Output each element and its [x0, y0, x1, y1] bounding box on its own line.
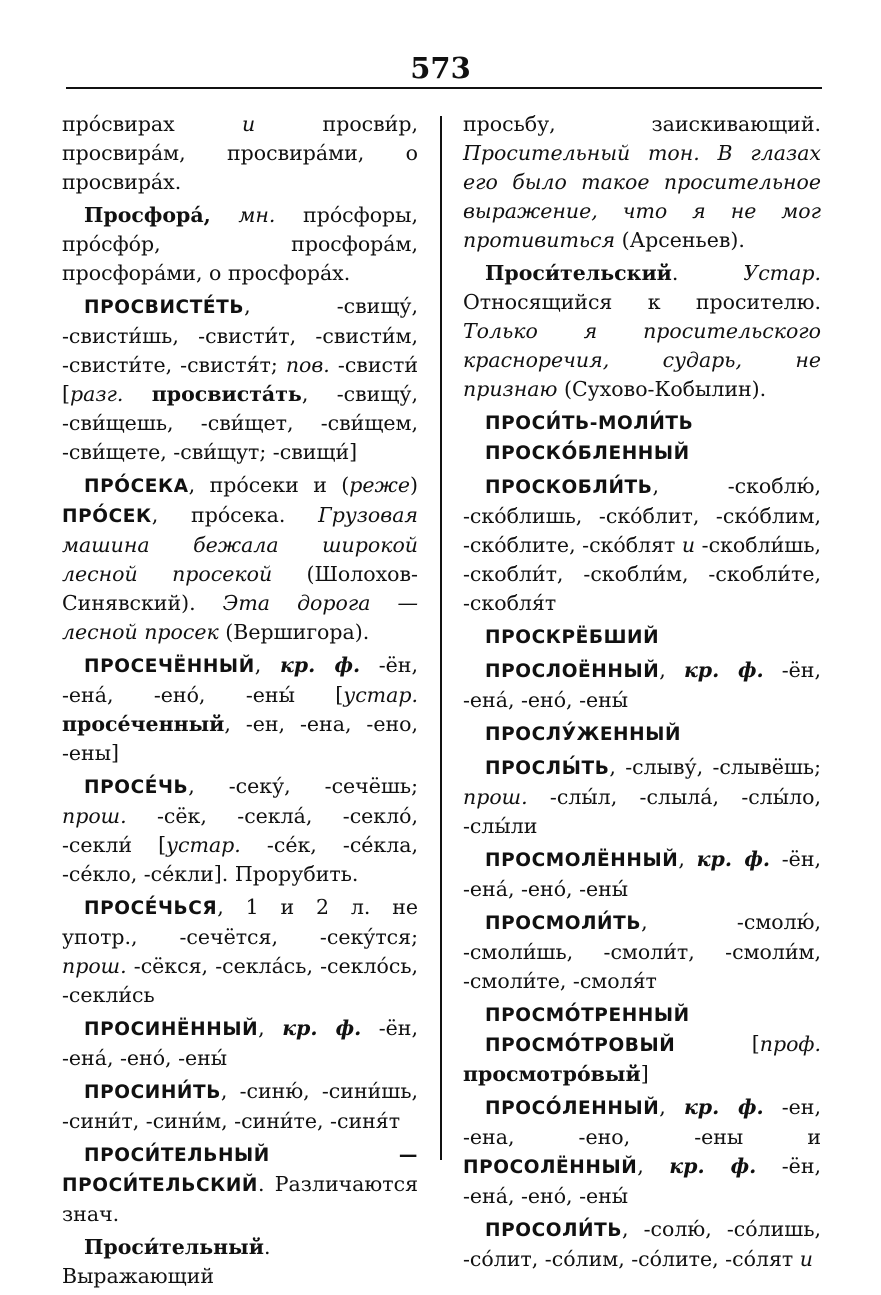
left-column	[62, 110, 418, 1295]
entry: ПРОСЕ́ЧЬ, -секу́, -сечёшь; прош. -сёк, -секла́, -секло́, -секли́ [устар. -се́к, -се́кла, -се́кло, -се́кли]. Прорубить.	[62, 774, 418, 886]
entry: ПРОСВИСТЕ́ТЬ, -свищу́, -свисти́шь, -свисти́т, -свисти́м, -свисти́те, -свистя́т; пов. -свисти́ [разг. просвиста́ть, -свищу́, -сви́щешь, -сви́щет, -сви́щем, -сви́щете, -сви́щут; -свищи́]	[62, 294, 418, 464]
page-number: 573	[410, 51, 471, 85]
entry: ПРОСКО́БЛЕННЫЙ	[485, 443, 690, 464]
entry: ПРОСЛОЁННЫЙ, кр. ф. -ён, -ена́, -ено́, -ены́	[463, 658, 821, 712]
entry: ПРОСЕ́ЧЬСЯ, 1 и 2 л. не употр., -сечётся, -секу́тся; прош. -сёкся, -секла́сь, -секло́сь, -секли́сь	[62, 895, 418, 1007]
entry: ПРОСЕЧЁННЫЙ, кр. ф. -ён, -ена́, -ено́, -ены́ [устар. просе́ченный, -ен, -ена, -ено, -ены]	[62, 653, 418, 765]
entry: ПРОСМО́ТРЕННЫЙ	[485, 1005, 690, 1026]
column-divider	[440, 116, 442, 1160]
entry: ПРОСКОБЛИ́ТЬ, -скоблю́, -ско́блишь, -ско́блит, -ско́блим, -ско́блите, -ско́блят и -скобли́шь, -скобли́т, -скобли́м, -скобли́те, -скобля́т	[463, 474, 821, 615]
entry: ПРОСО́ЛЕННЫЙ, кр. ф. -ен, -ена, -ено, -ены и ПРОСОЛЁННЫЙ, кр. ф. -ён, -ена́, -ено́, -ены́	[463, 1095, 821, 1208]
entry: про́свирах и просви́р, просвира́м, просвира́ми, о просвира́х.	[62, 112, 418, 194]
entry: ПРОСОЛИ́ТЬ, -солю́, -со́лишь, -со́лит, -со́лим, -со́лите, -со́лят и	[463, 1217, 821, 1271]
entry: ПРОСИ́ТЬ-МОЛИ́ТЬ	[485, 413, 694, 434]
entry: Просфора́, мн. про́сфоры, про́сфо́р, просфора́м, просфора́ми, о просфора́х.	[62, 203, 418, 285]
entry: Проси́тельный. Выражающий	[62, 1235, 271, 1288]
entry: ПРОСКРЁБШИЙ	[485, 627, 660, 648]
entry: ПРОСЛЫ́ТЬ, -слыву́, -слывёшь; прош. -слы́л, -слыла́, -слы́ло, -слы́ли	[463, 755, 821, 838]
entry: ПРОСИНЁННЫЙ, кр. ф. -ён, -ена́, -ено́, -ены́	[62, 1016, 418, 1070]
entry: просьбу, заискивающий. Просительный тон. В глазах его было такое просительное выражение, что я не мог противиться (Арсеньев).	[463, 112, 821, 252]
entry: ПРОСМО́ТРОВЫЙ [проф. просмотро́вый]	[463, 1032, 821, 1086]
right-column	[463, 110, 821, 1278]
entry: ПРОСМОЛЁННЫЙ, кр. ф. -ён, -ена́, -ено́, -ены́	[463, 847, 821, 901]
header-rule	[66, 87, 822, 89]
entry: Проси́тельский. Устар. Относящийся к просителю. Только я просительского красноречия, сударь, не признаю (Сухово-Кобылин).	[463, 261, 821, 401]
entry: ПРОСЛУ́ЖЕННЫЙ	[485, 724, 682, 745]
entry: ПРОСИ́ТЕЛЬНЫЙ — ПРОСИ́ТЕЛЬСКИЙ. Различаются знач.	[62, 1145, 418, 1226]
entry: ПРОСМОЛИ́ТЬ, -смолю́, -смоли́шь, -смоли́т, -смоли́м, -смоли́те, -смоля́т	[463, 910, 821, 993]
entry: ПРО́СЕКА, про́секи и (реже) ПРО́СЕК, про́сека. Грузовая машина бежала широкой лесной просекой (Шолохов-Синявский). Эта дорога — лесной просек (Вершигора).	[62, 473, 418, 644]
entry: ПРОСИНИ́ТЬ, -синю́, -сини́шь, -сини́т, -сини́м, -сини́те, -синя́т	[62, 1079, 418, 1133]
